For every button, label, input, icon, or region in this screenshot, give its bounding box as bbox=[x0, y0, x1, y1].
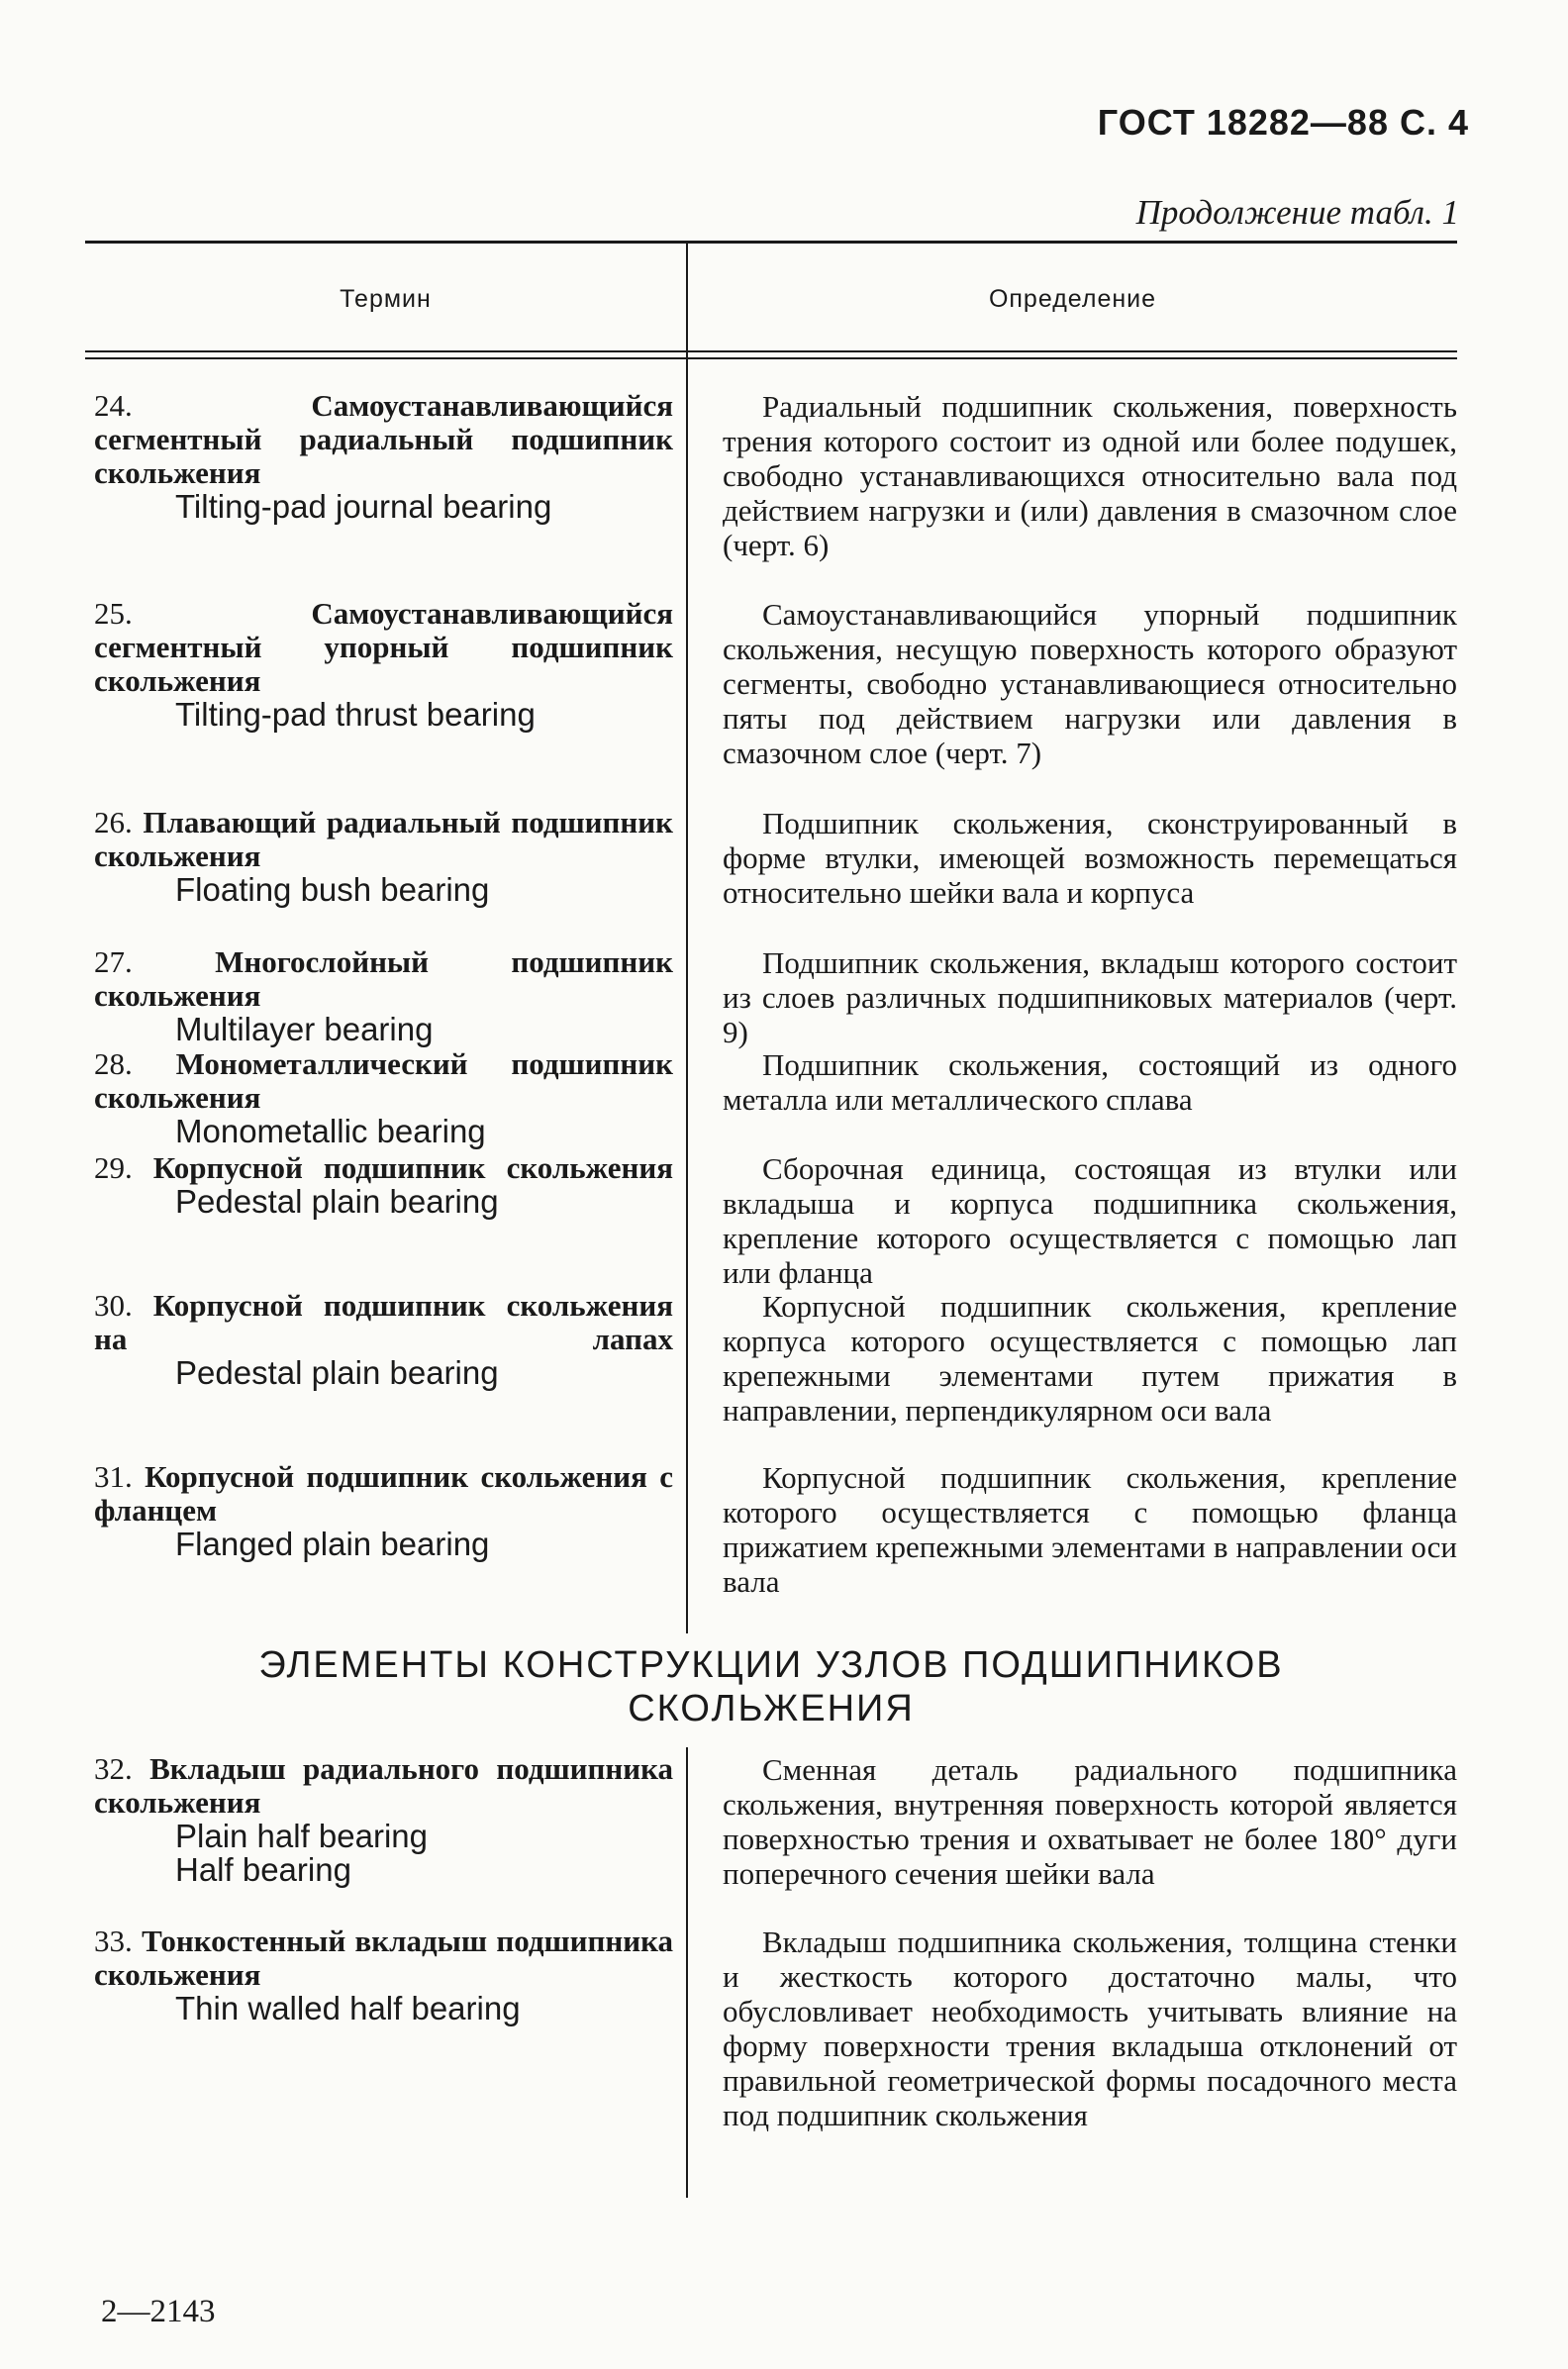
term-entry: 29. Корпусной подшипник скольжения Pedestal plain bearing bbox=[94, 1150, 673, 1220]
column-header-term: Термин bbox=[340, 285, 432, 313]
page-footer-code: 2—2143 bbox=[101, 2294, 216, 2329]
term-entry: 32. Вкладыш радиального подшипника скольжения Plain half bearing Half bearing bbox=[94, 1751, 674, 1888]
term-entry: 33. Тонкостенный вкладыш подшипника скольжения Thin walled half bearing bbox=[94, 1924, 674, 2026]
term-entry: 24. Самоустанавливающийся сегментный радиальный подшипник скольжения Tilting-pad journal bearing bbox=[94, 388, 673, 525]
term-entry: 31. Корпусной подшипник скольжения с фланцем Flanged plain bearing bbox=[94, 1459, 673, 1562]
column-header-definition: Определение bbox=[988, 285, 1157, 313]
definition-entry: Подшипник скольжения, вкладыш которого состоит из слоев различных подшипниковых материалов (черт. 9) bbox=[723, 945, 1457, 1049]
page-header: ГОСТ 18282—88 С. 4 bbox=[1097, 102, 1469, 143]
term-entry: 25. Самоустанавливающийся сегментный упорный подшипник скольжения Tilting-pad thrust bearing bbox=[94, 596, 673, 733]
definition-entry: Подшипник скольжения, сконструированный в форме втулки, имеющей возможность перемещаться относительно шейки вала и корпуса bbox=[723, 806, 1457, 910]
term-entry: 27. Многослойный подшипник скольжения Multilayer bearing bbox=[94, 944, 673, 1047]
definition-entry: Радиальный подшипник скольжения, поверхность трения которого состоит из одной или более подушек, свободно устанавливающихся относительно вала под действием нагрузки и (или) давления в смазочном слое (черт. 6) bbox=[723, 389, 1457, 562]
table-continuation-label: Продолжение табл. 1 bbox=[1135, 193, 1459, 232]
definition-entry: Сменная деталь радиального подшипника скольжения, внутренняя поверхность которой является поверхностью трения и охватывает не более 180° дуги поперечного сечения шейки вала bbox=[723, 1752, 1457, 1891]
definition-entry: Подшипник скольжения, состоящий из одного металла или металлического сплава bbox=[723, 1047, 1457, 1117]
definition-entry: Вкладыш подшипника скольжения, толщина стенки и жесткость которого достаточно малы, что обусловливает необходимость учитывать влияние на форму поверхности трения вкладыша отклонений от правильной геометрической формы посадочного места под подшипник скольжения bbox=[723, 1925, 1457, 2132]
header-rule bbox=[85, 357, 1457, 359]
term-entry: 26. Плавающий радиальный подшипник скольжения Floating bush bearing bbox=[94, 805, 673, 908]
term-entry: 28. Монометаллический подшипник скольжения Monometallic bearing bbox=[94, 1046, 673, 1149]
column-divider bbox=[686, 1747, 688, 2198]
definition-entry: Корпусной подшипник скольжения, крепление корпуса которого осуществляется с помощью лап крепежными элементами путем прижатия в направлении, перпендикулярном оси вала bbox=[723, 1289, 1457, 1428]
definition-entry: Корпусной подшипник скольжения, крепление которого осуществляется с помощью фланца прижатием крепежными элементами в направлении оси вала bbox=[723, 1460, 1457, 1599]
term-entry: 30. Корпусной подшипник скольжения на лапах Pedestal plain bearing bbox=[94, 1288, 673, 1391]
section-title: ЭЛЕМЕНТЫ КОНСТРУКЦИИ УЗЛОВ ПОДШИПНИКОВ СКОЛЬЖЕНИЯ bbox=[258, 1644, 1284, 1729]
column-divider bbox=[686, 243, 688, 1633]
definition-entry: Сборочная единица, состоящая из втулки или вкладыша и корпуса подшипника скольжения, крепление которого осуществляется с помощью лап или фланца bbox=[723, 1151, 1457, 1290]
header-rule bbox=[85, 350, 1457, 352]
definition-entry: Самоустанавливающийся упорный подшипник скольжения, несущую поверхность которого образуют сегменты, свободно устанавливающиеся относительно пяты под действием нагрузки или давления в смазочном слое (черт. 7) bbox=[723, 597, 1457, 770]
table-top-rule bbox=[85, 241, 1457, 244]
